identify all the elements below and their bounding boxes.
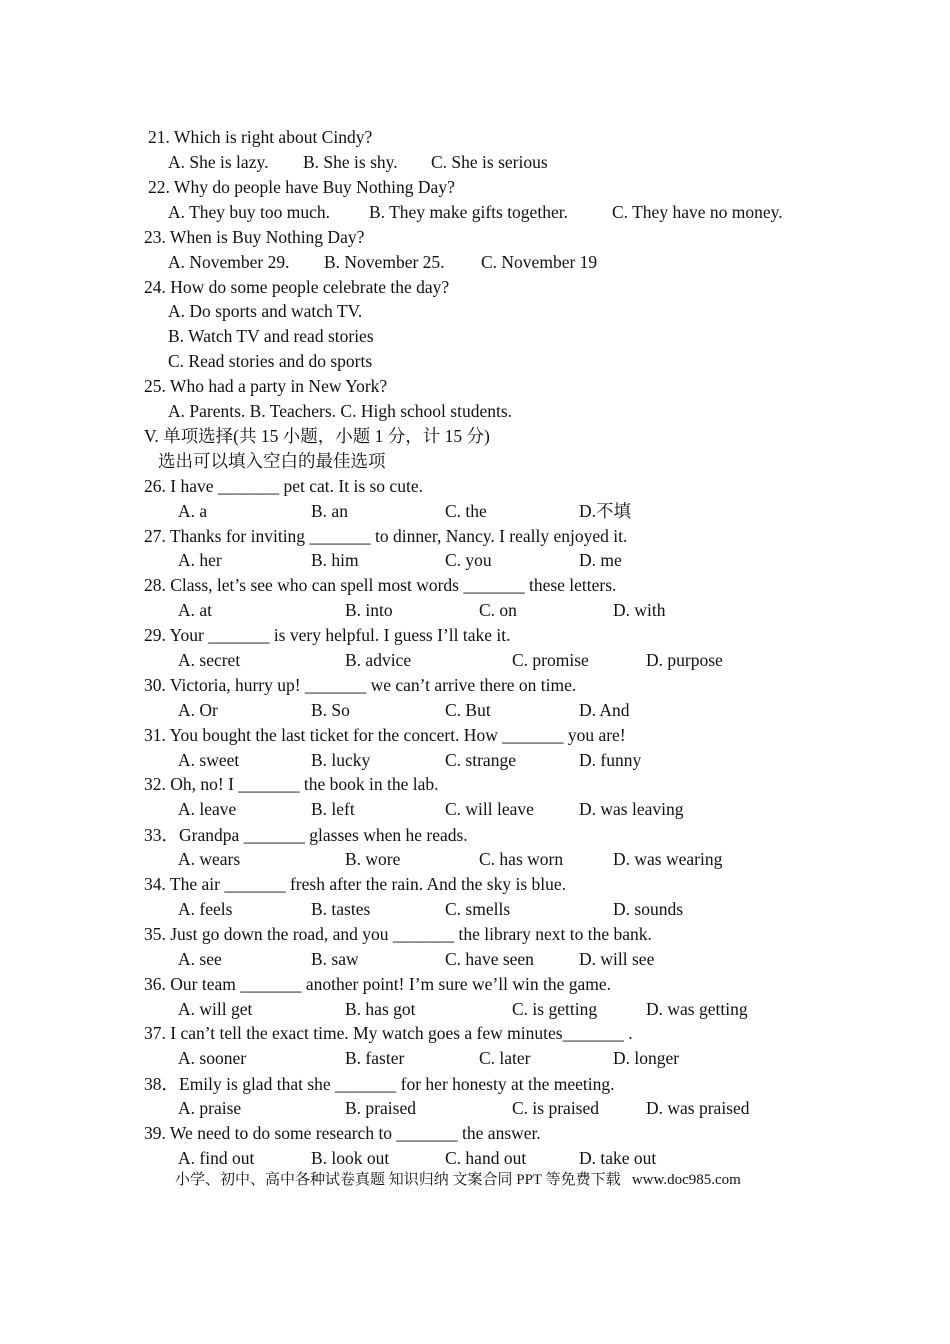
option-c: C. later <box>479 1048 531 1068</box>
option-c: C. has worn <box>479 849 564 869</box>
q29: 29. Your _______ is very helpful. I guess I’ll take it. <box>144 625 511 645</box>
q21: 21. Which is right about Cindy? <box>148 127 373 147</box>
footer-watermark: 小学、初中、高中各种试卷真题 知识归纳 文案合同 PPT 等免费下载 www.doc985.com <box>175 1172 741 1188</box>
option-c: C. you <box>445 550 492 570</box>
section-v-heading: V. 单项选择(共 15 小题，小题 1 分，计 15 分) <box>144 426 490 446</box>
option-d: D. funny <box>579 750 642 770</box>
q32: 32. Oh, no! I _______ the book in the lab. <box>144 774 439 794</box>
q24-option-c: C. Read stories and do sports <box>168 351 373 371</box>
option-b: B. She is shy. <box>303 152 398 172</box>
option-a: A. November 29. <box>168 252 290 272</box>
q31: 31. You bought the last ticket for the concert. How _______ you are! <box>144 725 626 745</box>
option-d: D. was getting <box>646 999 748 1019</box>
q35: 35. Just go down the road, and you _______ the library next to the bank. <box>144 924 652 944</box>
option-b: B. faster <box>345 1048 405 1068</box>
option-b: B. lucky <box>311 750 371 770</box>
option-b: B. So <box>311 700 350 720</box>
option-d: D. take out <box>579 1148 657 1168</box>
option-d: D. purpose <box>646 650 723 670</box>
option-d: D. was leaving <box>579 799 684 819</box>
q39: 39. We need to do some research to _______ the answer. <box>144 1123 541 1143</box>
option-a: A. leave <box>178 799 237 819</box>
option-a: A. see <box>178 949 222 969</box>
option-b: B. saw <box>311 949 359 969</box>
option-d: D. will see <box>579 949 655 969</box>
option-a: A. secret <box>178 650 241 670</box>
option-b: B. has got <box>345 999 416 1019</box>
option-a: A. Or <box>178 700 218 720</box>
option-a: A. find out <box>178 1148 255 1168</box>
q24-option-b: B. Watch TV and read stories <box>168 326 374 346</box>
option-c: C. is praised <box>512 1098 600 1118</box>
q37: 37. I can’t tell the exact time. My watch goes a few minutes_______ . <box>144 1023 633 1043</box>
q28: 28. Class, let’s see who can spell most words _______ these letters. <box>144 575 617 595</box>
option-b: B. They make gifts together. <box>369 202 568 222</box>
option-c: C. November 19 <box>481 252 598 272</box>
option-b: B. praised <box>345 1098 416 1118</box>
option-a: A. a <box>178 501 208 521</box>
option-c: C. She is serious <box>431 152 548 172</box>
option-a: A. wears <box>178 849 241 869</box>
section-v-instruction: 选出可以填入空白的最佳选项 <box>158 451 386 471</box>
option-d: D. sounds <box>613 899 684 919</box>
option-a: A. praise <box>178 1098 242 1118</box>
option-c: C. on <box>479 600 517 620</box>
option-c: C. They have no money. <box>612 202 783 222</box>
option-c: C. have seen <box>445 949 534 969</box>
option-c: C. smells <box>445 899 511 919</box>
option-d: D. was wearing <box>613 849 723 869</box>
q34: 34. The air _______ fresh after the rain. And the sky is blue. <box>144 874 567 894</box>
option-b: B. an <box>311 501 348 521</box>
option-a: A. sooner <box>178 1048 247 1068</box>
option-d: D. with <box>613 600 666 620</box>
option-d: D. was praised <box>646 1098 750 1118</box>
q36: 36. Our team _______ another point! I’m sure we’ll win the game. <box>144 974 612 994</box>
q25: 25. Who had a party in New York? <box>144 376 388 396</box>
option-b: B. into <box>345 600 393 620</box>
option-b: B. tastes <box>311 899 371 919</box>
option-d: D.不填 <box>579 501 632 521</box>
option-a: A. They buy too much. <box>168 202 331 222</box>
option-b: B. wore <box>345 849 401 869</box>
option-a: A. will get <box>178 999 253 1019</box>
q33: 33．Grandpa _______ glasses when he reads. <box>144 825 468 845</box>
q24-option-a: A. Do sports and watch TV. <box>168 301 363 321</box>
q22: 22. Why do people have Buy Nothing Day? <box>148 177 455 197</box>
option-a: A. She is lazy. <box>168 152 269 172</box>
option-a: A. her <box>178 550 222 570</box>
option-c: C. is getting <box>512 999 598 1019</box>
option-d: D. And <box>579 700 630 720</box>
q27: 27. Thanks for inviting _______ to dinner, Nancy. I really enjoyed it. <box>144 526 628 546</box>
option-a: A. at <box>178 600 213 620</box>
option-b: B. him <box>311 550 359 570</box>
option-b: B. left <box>311 799 355 819</box>
option-b: B. advice <box>345 650 412 670</box>
q26: 26. I have _______ pet cat. It is so cute. <box>144 476 423 496</box>
option-c: C. the <box>445 501 487 521</box>
option-c: C. hand out <box>445 1148 527 1168</box>
option-c: C. will leave <box>445 799 534 819</box>
q25-options: A. Parents. B. Teachers. C. High school students. <box>168 401 513 421</box>
option-b: B. November 25. <box>324 252 445 272</box>
q23: 23. When is Buy Nothing Day? <box>144 227 365 247</box>
option-b: B. look out <box>311 1148 390 1168</box>
q38: 38．Emily is glad that she _______ for her honesty at the meeting. <box>144 1074 615 1094</box>
option-a: A. sweet <box>178 750 240 770</box>
option-a: A. feels <box>178 899 233 919</box>
q24: 24. How do some people celebrate the day? <box>144 277 450 297</box>
option-d: D. longer <box>613 1048 680 1068</box>
option-c: C. strange <box>445 750 516 770</box>
option-c: C. promise <box>512 650 589 670</box>
q30: 30. Victoria, hurry up! _______ we can’t arrive there on time. <box>144 675 577 695</box>
option-d: D. me <box>579 550 622 570</box>
option-c: C. But <box>445 700 491 720</box>
